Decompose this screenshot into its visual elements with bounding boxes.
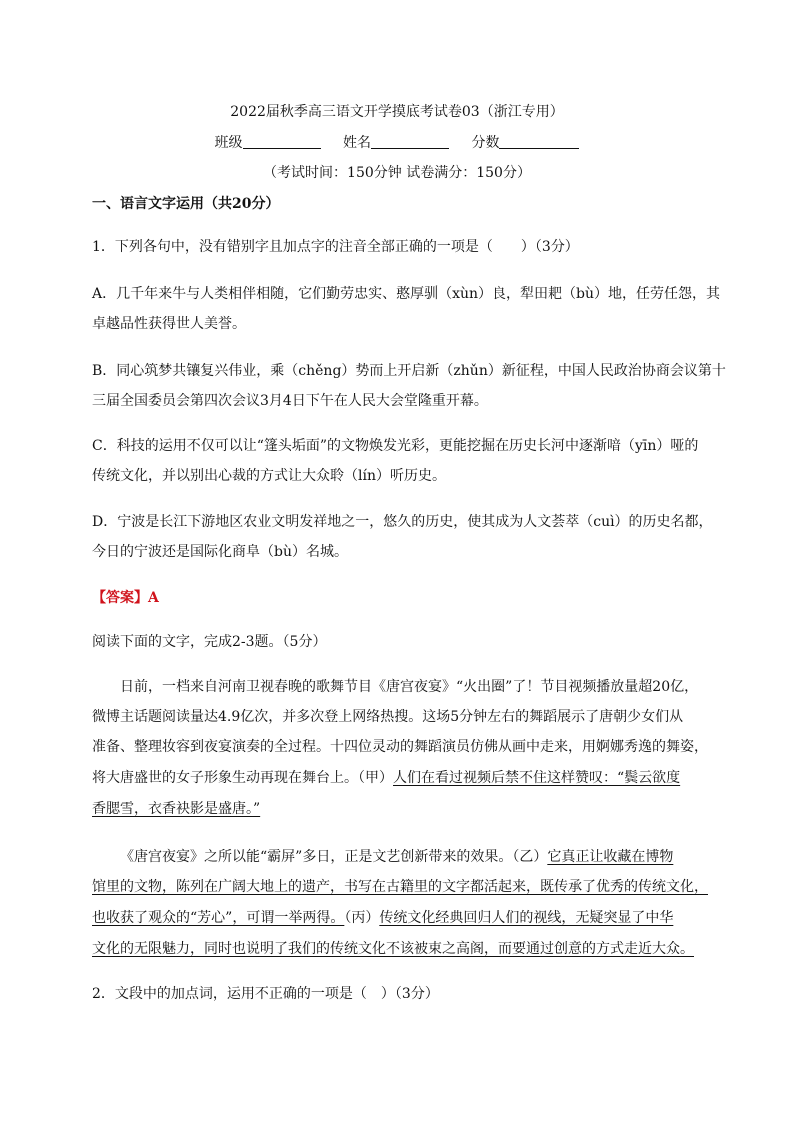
passage-p1-line-1: 日前，一档来自河南卫视春晚的歌舞节目《唐宫夜宴》“火出圈”了！节目视频播放量超20亿， <box>120 679 699 695</box>
option-c-line-1: C．科技的运用不仅可以让“篷头垢面”的文物焕发光彩，更能挖掘在历史长河中逐渐喑（yīn）哑的 <box>92 438 699 454</box>
p2-line-1-plain: 《唐宫夜宴》之所以能“霸屏”多日，正是文艺创新带来的效果。（乙） <box>120 849 548 865</box>
option-a-line-1: A．几千年来牛与人类相伴相随，它们勤劳忠实、憨厚驯（xùn）良，犁田耙（bù）地，任劳任怨，其 <box>92 286 721 302</box>
p2-marker-c: （丙） <box>344 910 380 926</box>
passage-p2-line-4: 文化的无限魅力，同时也说明了我们的传统文化不该被束之高阁，而要通过创意的方式走近大众。 <box>92 941 694 957</box>
option-b-line-2: 三届全国委员会第四次会议3月4日下午在人民大会堂隆重开幕。 <box>92 393 488 409</box>
passage-p1-line-3: 准备、整理妆容到夜宴演奏的全过程。十四位灵动的舞蹈演员仿佛从画中走来，用婀娜秀逸的舞姿， <box>92 739 708 755</box>
score-blank[interactable] <box>499 134 579 149</box>
answer-value: A <box>148 590 159 606</box>
exam-info: （考试时间：150分钟 试卷满分：150分） <box>263 165 531 181</box>
option-d-line-2: 今日的宁波还是国际化商阜（bù）名城。 <box>92 544 348 560</box>
p2-line-3-underlined: 也收获了观众的“芳心”，可谓一举两得。 <box>92 910 345 926</box>
name-label: 姓名 <box>343 135 371 151</box>
passage-p1-line-4 <box>92 768 680 788</box>
passage-p2-line-2: 馆里的文物，陈列在广阔大地上的遗产，书写在古籍里的文字都活起来，既传承了优秀的传统文化， <box>92 879 708 895</box>
p1-line-4-plain: 将大唐盛世的女子形象生动再现在舞台上。（甲） <box>92 770 393 786</box>
question-2-stem: 2．文段中的加点词，运用不正确的一项是（ ）（3分） <box>92 986 439 1002</box>
reading-instruction: 阅读下面的文字，完成2-3题。（5分） <box>92 634 327 650</box>
exam-title: 2022届秋季高三语文开学摸底考试卷03（浙江专用） <box>230 104 564 120</box>
p1-underlined-sentence-a: 人们在看过视频后禁不住这样赞叹：“鬓云欲度 <box>393 770 681 786</box>
passage-p1-line-5: 香腮雪，衣香袂影是盛唐。” <box>92 801 261 817</box>
p2-underlined-sentence-b: 它真正让收藏在博物 <box>547 849 674 865</box>
question-1-stem: 1．下列各句中，没有错别字且加点字的注音全部正确的一项是（ ）（3分） <box>92 239 579 255</box>
passage-p2-line-1 <box>120 847 673 867</box>
name-blank[interactable] <box>371 134 449 149</box>
section-heading: 一、语言文字运用（共20分） <box>92 196 280 212</box>
option-c-line-2: 传统文化，并以别出心裁的方式让大众聆（lín）听历史。 <box>92 468 446 484</box>
p2-underlined-sentence-c: 传统文化经典回归人们的视线，无疑突显了中华 <box>379 910 674 926</box>
class-label: 班级 <box>214 135 243 151</box>
student-info-row <box>0 133 794 153</box>
passage-p1-line-2: 微博主话题阅读量达4.9亿次，并多次登上网络热搜。这场5分钟左右的舞蹈展示了唐朝少女们从 <box>92 709 684 725</box>
score-label: 分数 <box>471 135 500 151</box>
answer-line <box>92 588 159 608</box>
option-a-line-2: 卓越品性获得世人美誉。 <box>92 316 246 332</box>
option-b-line-1: B．同心筑梦共镶复兴伟业，乘（chěng）势而上开启新（zhǔn）新征程，中国人民政治协商会议第十 <box>92 363 726 379</box>
class-blank[interactable] <box>243 134 321 149</box>
option-d-line-1: D．宁波是长江下游地区农业文明发祥地之一，悠久的历史，使其成为人文荟萃（cuì）的历史名都， <box>92 514 713 530</box>
passage-p2-line-3 <box>92 908 673 928</box>
answer-label: 【答案】 <box>92 590 148 606</box>
